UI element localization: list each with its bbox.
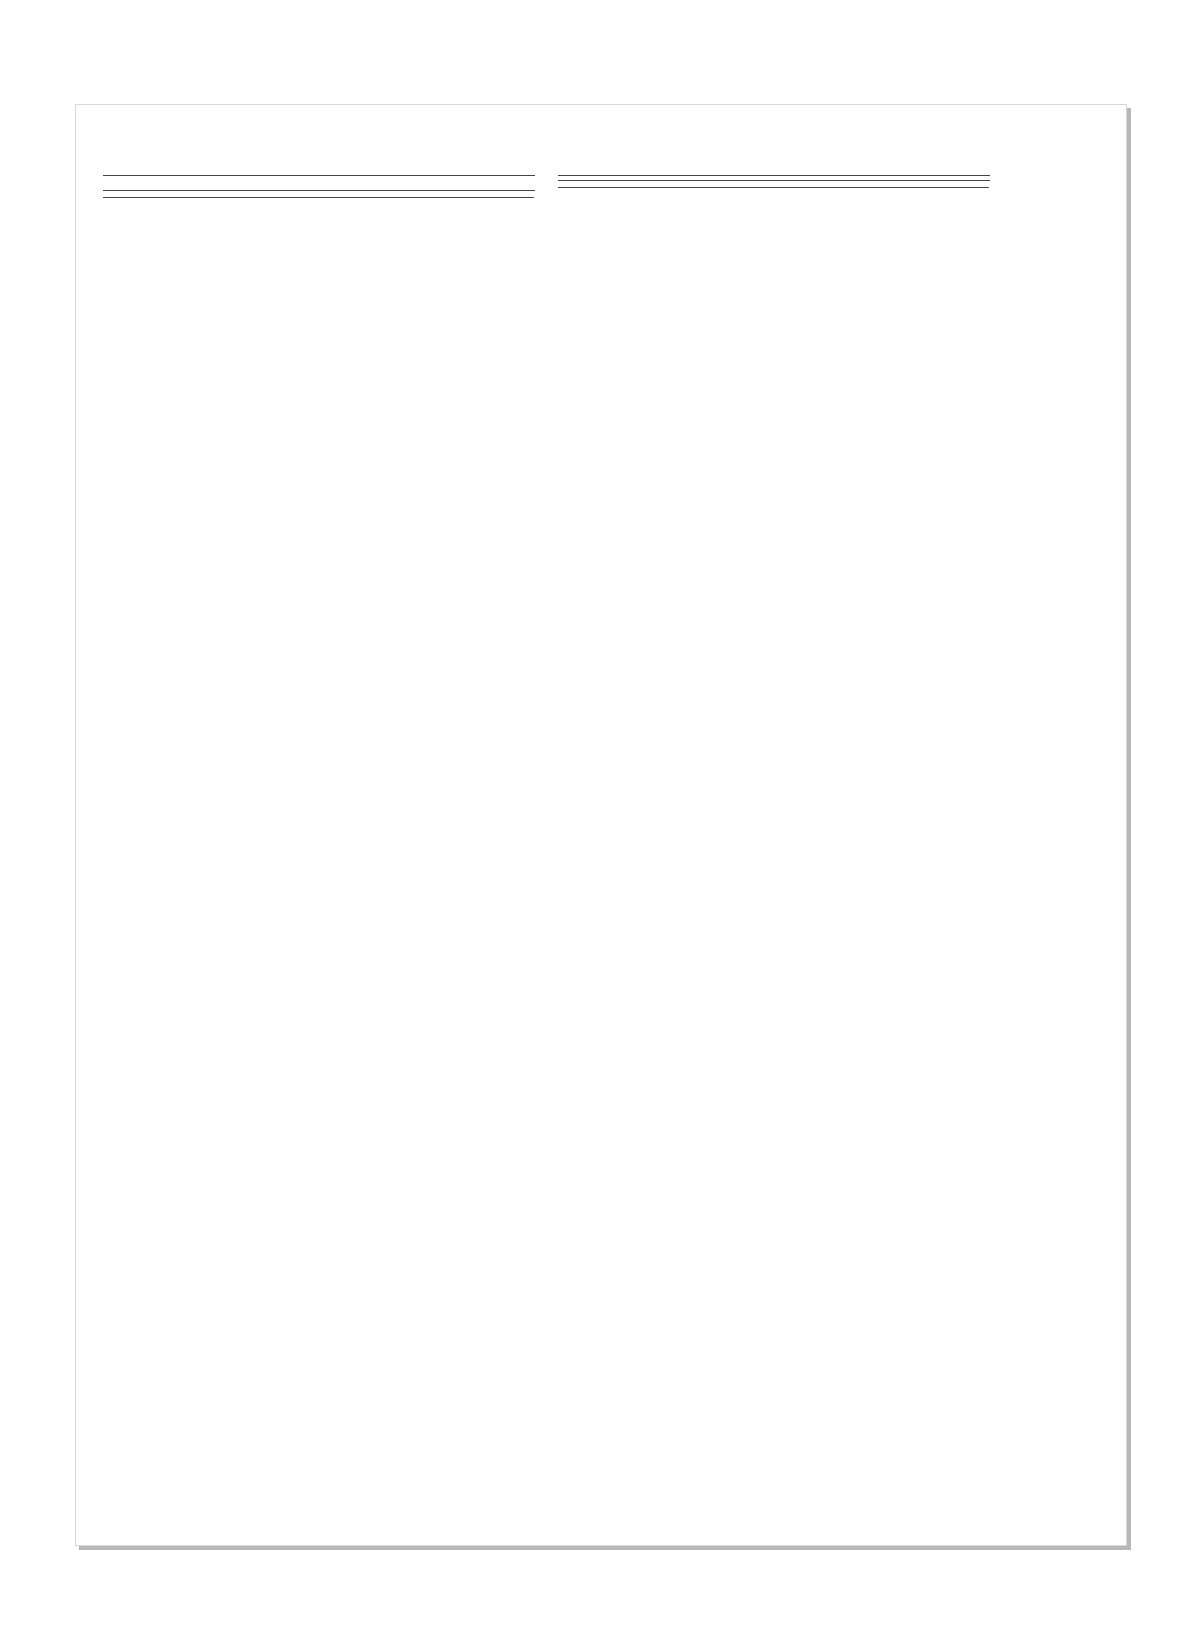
english-column	[103, 145, 535, 202]
nap-footnote	[103, 197, 534, 202]
english-header	[103, 145, 535, 176]
nap-footnote-fr	[558, 187, 989, 192]
pattern-envelope-back	[75, 104, 1127, 1546]
french-column	[558, 145, 990, 192]
french-header	[558, 145, 990, 176]
